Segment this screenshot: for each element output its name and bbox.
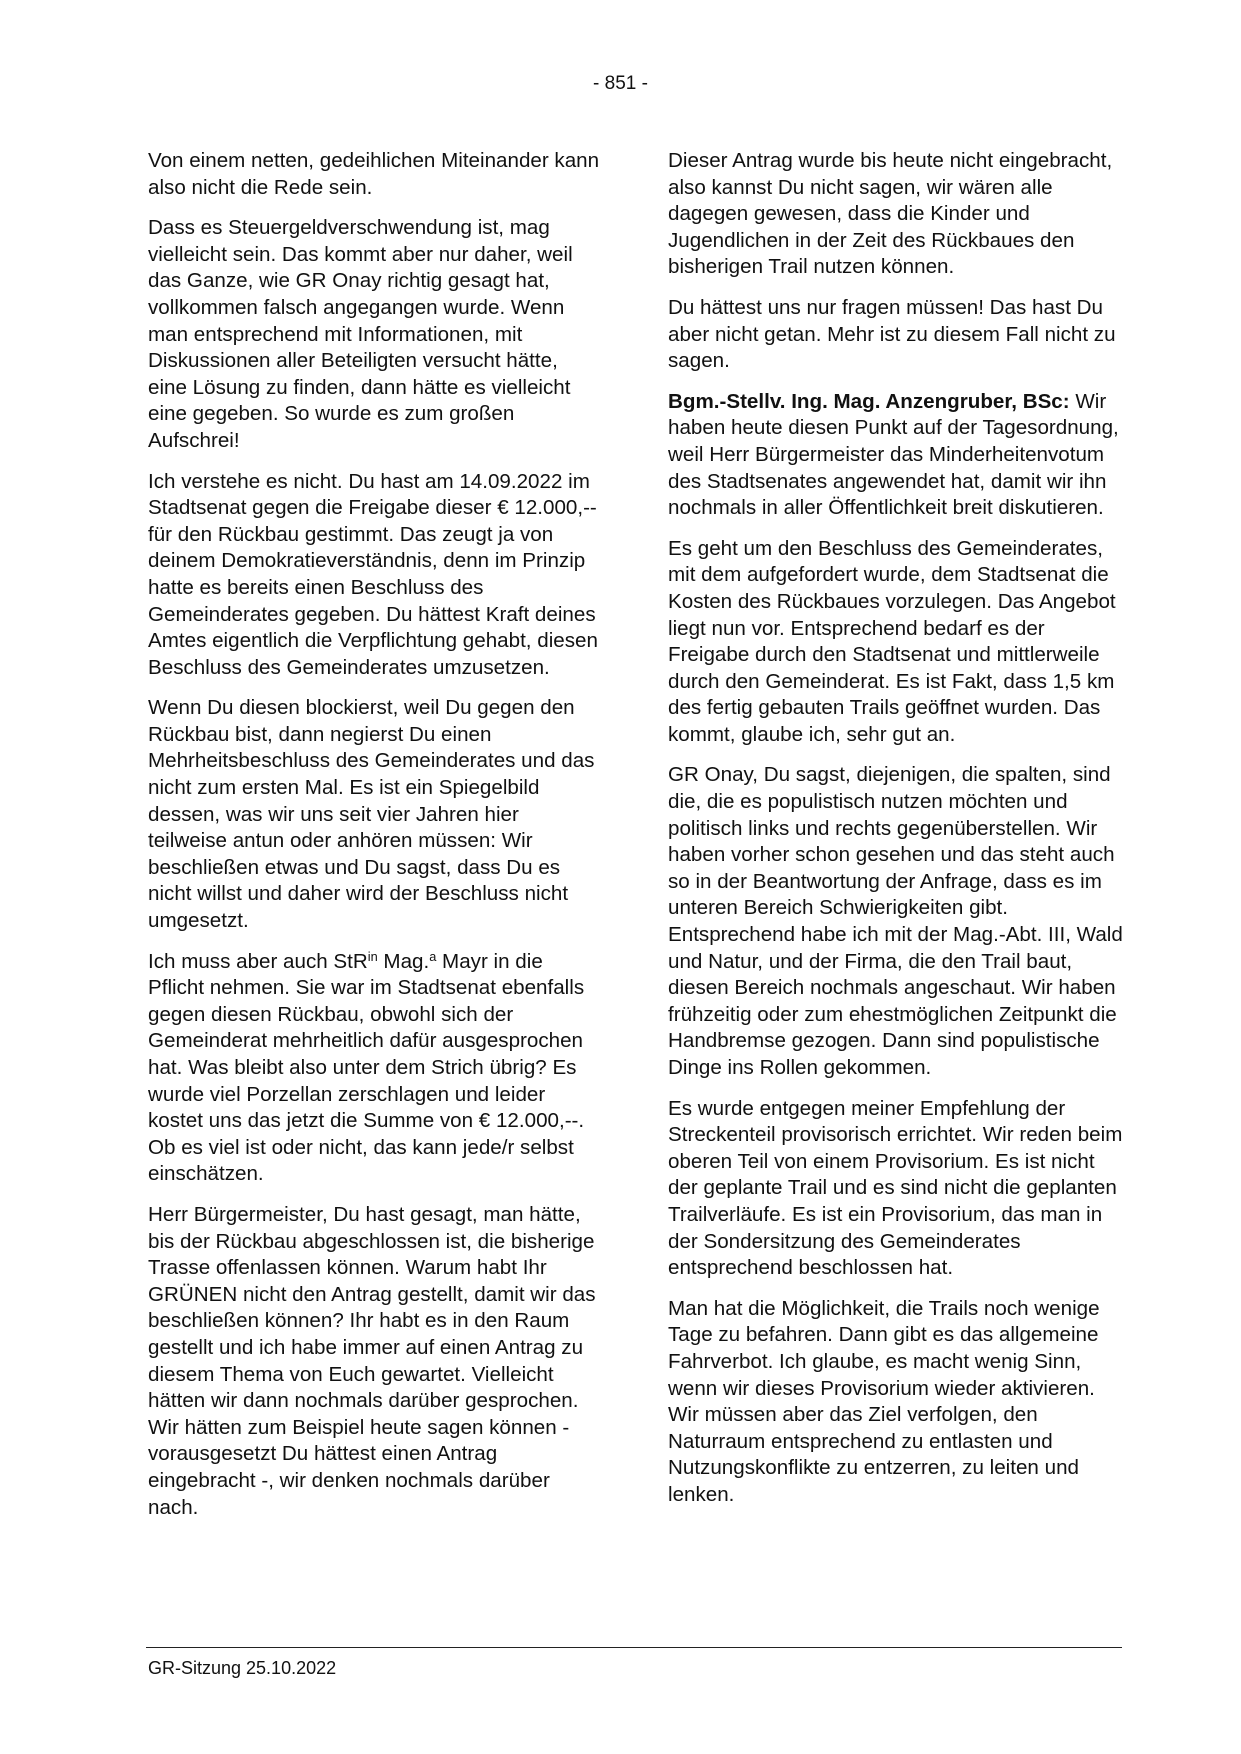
superscript: a: [429, 948, 437, 964]
paragraph: Man hat die Möglichkeit, die Trails noch wenige Tage zu befahren. Dann gibt es das allgemeine Fahrverbot. Ich glaube, es macht wenig Sinn, wenn wir dieses Provisorium wieder aktivieren. Wir müssen aber das Ziel verfolgen, den Naturraum entsprechend zu entlasten und Nutzungskonflikte zu entzerren, zu leiten und lenken.: [668, 1296, 1100, 1506]
paragraph: Du hättest uns nur fragen müssen! Das hast Du aber nicht getan. Mehr ist zu diesem Fall nicht zu sagen.: [668, 295, 1116, 373]
text-segment: Mayr in die Pflicht nehmen. Sie war im Stadtsenat ebenfalls gegen diesen Rückbau, obwohl sich der Gemeinderat mehrheitlich dafür ausgesprochen hat. Was bleibt also unter dem Strich übrig? Es wurde viel Porzellan zerschlagen und leider kostet uns das jetzt die Summe von € 12.000,--. Ob es viel ist oder nicht, das kann jede/r selbst einschätzen.: [148, 949, 585, 1186]
text-segment: Ich muss aber auch StR: [148, 949, 368, 973]
paragraph: [668, 389, 1123, 522]
paragraph: Ich verstehe es nicht. Du hast am 14.09.2022 im Stadtsenat gegen die Freigabe dieser € 12.000,-- für den Rückbau gestimmt. Das zeugt ja von deinem Demokratieverständnis, denn im Prinzip hatte es bereits einen Beschluss des Gemeinderates gegeben. Du hättest Kraft deines Amtes eigentlich die Verpflichtung gehabt, diesen Beschluss des Gemeinderates umzusetzen.: [148, 469, 598, 679]
left-column: [148, 148, 600, 1535]
footer-divider: [146, 1647, 1122, 1648]
paragraph: Dass es Steuergeldverschwendung ist, mag vielleicht sein. Das kommt aber nur daher, weil das Ganze, wie GR Onay richtig gesagt hat, vollkommen falsch angegangen wurde. Wenn man entsprechend mit Informationen, mit Diskussionen aller Beteiligten versucht hätte, eine Lösung zu finden, dann hätte es vielleicht eine gegeben. So wurde es zum großen Aufschrei!: [148, 216, 573, 452]
paragraph: [148, 949, 600, 1188]
paragraph: GR Onay, Du sagst, diejenigen, die spalten, sind die, die es populistisch nutzen möchten und politisch links und rechts gegenüberstellen. Wir haben vorher schon gesehen und das steht auch so in der Beantwortung der Anfrage, dass es im unteren Bereich Schwierigkeiten gibt. Entsprechend habe ich mit der Mag.-Abt. III, Wald und Natur, und der Firma, die den Trail baut, diesen Bereich nochmals angeschaut. Wir haben frühzeitig oder zum ehestmöglichen Zeitpunkt die Handbremse gezogen. Dann sind populistische Dinge ins Rollen gekommen.: [668, 763, 1123, 1079]
speaker-name: Bgm.-Stellv. Ing. Mag. Anzengruber, BSc:: [668, 389, 1070, 413]
superscript: in: [367, 948, 378, 964]
footer-text: GR-Sitzung 25.10.2022: [148, 1658, 337, 1678]
paragraph: Es wurde entgegen meiner Empfehlung der Streckenteil provisorisch errichtet. Wir reden beim oberen Teil von einem Provisorium. Es ist nicht der geplante Trail und es sind nicht die geplanten Trailverläufe. Es ist ein Provisorium, das man in der Sondersitzung des Gemeinderates entsprechend beschlossen hat.: [668, 1096, 1123, 1280]
paragraph: Dieser Antrag wurde bis heute nicht eingebracht, also kannst Du nicht sagen, wir wären alle dagegen gewesen, dass die Kinder und Jugendlichen in der Zeit des Rückbaues den bisherigen Trail nutzen können.: [668, 149, 1113, 279]
right-column: [668, 148, 1123, 1523]
text-segment: Mag.: [377, 949, 430, 973]
paragraph: Herr Bürgermeister, Du hast gesagt, man hätte, bis der Rückbau abgeschlossen ist, die bisherige Trasse offenlassen können. Warum habt Ihr GRÜNEN nicht den Antrag gestellt, damit wir das beschließen können? Ihr habt es in den Raum gestellt und ich habe immer auf einen Antrag zu diesem Thema von Euch gewartet. Vielleicht hätten wir dann nochmals darüber gesprochen. Wir hätten zum Beispiel heute sagen können - vorausgesetzt Du hättest einen Antrag eingebracht -, wir denken nochmals darüber nach.: [148, 1202, 596, 1519]
paragraph: Wenn Du diesen blockierst, weil Du gegen den Rückbau bist, dann negierst Du einen Mehrheitsbeschluss des Gemeinderates und das nicht zum ersten Mal. Es ist ein Spiegelbild dessen, was wir uns seit vier Jahren hier teilweise antun oder anhören müssen: Wir beschließen etwas und Du sagst, dass Du es nicht willst und daher wird der Beschluss nicht umgesetzt.: [148, 696, 595, 933]
page-number: - 851 -: [593, 73, 648, 94]
paragraph: Von einem netten, gedeihlichen Miteinander kann also nicht die Rede sein.: [148, 149, 600, 199]
text-segment: Wir haben heute diesen Punkt auf der Tagesordnung, weil Herr Bürgermeister das Minderheitenvotum des Stadtsenates angewendet hat, damit wir ihn nochmals in aller Öffentlichkeit breit diskutieren.: [668, 389, 1119, 520]
paragraph: Es geht um den Beschluss des Gemeinderates, mit dem aufgefordert wurde, dem Stadtsenat die Kosten des Rückbaues vorzulegen. Das Angebot liegt nun vor. Entsprechend bedarf es der Freigabe durch den Stadtsenat und mittlerweile durch den Gemeinderat. Es ist Fakt, dass 1,5 km des fertig gebauten Trails geöffnet wurden. Das kommt, glaube ich, sehr gut an.: [668, 536, 1116, 746]
